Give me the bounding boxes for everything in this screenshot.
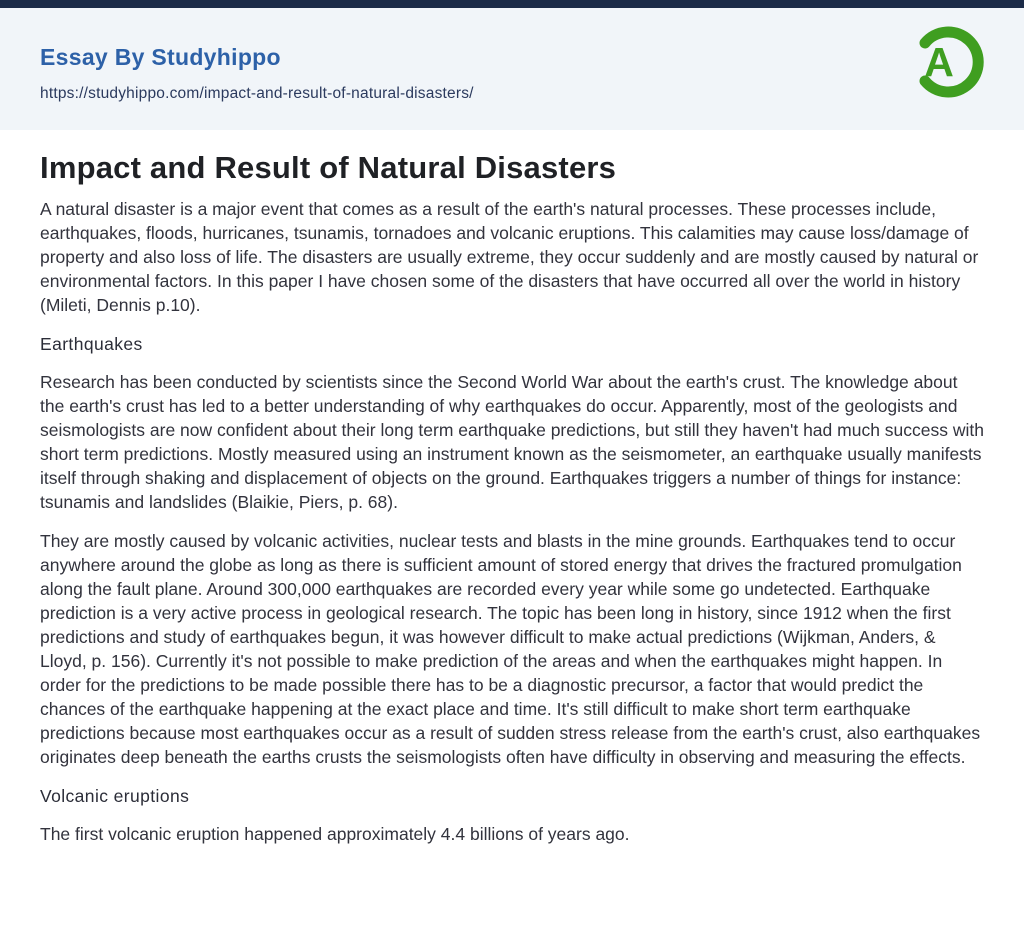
page-title: Impact and Result of Natural Disasters bbox=[40, 150, 617, 185]
essay-paragraph-volcanic: The first volcanic eruption happened approximately 4.4 billions of years ago. bbox=[40, 824, 630, 844]
studyhippo-logo[interactable] bbox=[909, 23, 987, 101]
source-url-link[interactable]: https://studyhippo.com/impact-and-result-of-natural-disasters/ bbox=[40, 85, 474, 102]
section-heading-earthquakes: Earthquakes bbox=[40, 334, 143, 354]
essay-paragraph-intro: A natural disaster is a major event that comes as a result of the earth's natural processes. These processes include, earthquakes, floods, hurricanes, tsunamis, tornadoes and volcanic eruptions. This calamities may cause loss/damage of property and also loss of life. The disasters are usually extreme, they occur suddenly and are mostly caused by natural or environmental factors. In this paper I have chosen some of the disasters that have occurred all over the world in history (Mileti, Dennis p.10). bbox=[40, 199, 979, 315]
logo-letter: A bbox=[924, 39, 954, 85]
page-header bbox=[0, 8, 1024, 130]
essay-paragraph-earthquakes-2: They are mostly caused by volcanic activities, nuclear tests and blasts in the mine grounds. Earthquakes tend to occur anywhere around the globe as long as there is sufficient amount of stored energy that drives the fractured promulgation along the fault plane. Around 300,000 earthquakes are recorded every year while some go undetected. Earthquake prediction is a very active process in geological research. The topic has been long in history, since 1912 when the first predictions and study of earthquakes begun, it was however difficult to make actual predictions (Wijkman, Anders, & Lloyd, p. 156). Currently it's not possible to make prediction of the areas and when the earthquakes might happen. In order for the predictions to be made possible there has to be a diagnostic precursor, a factor that would predict the chances of the earthquake happening at the exact place and time. It's still difficult to make short term earthquake predictions because most earthquakes occur as a result of sudden stress release from the earth's crust, also earthquakes originates deep beneath the earths crusts the seismologists often have difficulty in observing and measuring the effects. bbox=[40, 531, 981, 767]
essay-paragraph-earthquakes-1: Research has been conducted by scientists since the Second World War about the earth's crust. The knowledge about the earth's crust has led to a better understanding of why earthquakes do occur. Apparently, most of the geologists and seismologists are now confident about their long term earthquake predictions, but still they haven't had much success with short term predictions. Mostly measured using an instrument known as the seismometer, an earthquake usually manifests itself through shaking and displacement of objects on the ground. Earthquakes triggers a number of things for instance: tsunamis and landslides (Blaikie, Piers, p. 68). bbox=[40, 372, 984, 512]
top-accent-bar bbox=[0, 0, 1024, 8]
essay-content bbox=[0, 148, 1024, 846]
site-title-link[interactable]: Essay By Studyhippo bbox=[40, 44, 281, 70]
logo-arc-icon bbox=[909, 23, 987, 101]
section-heading-volcanic-eruptions: Volcanic eruptions bbox=[40, 786, 190, 806]
